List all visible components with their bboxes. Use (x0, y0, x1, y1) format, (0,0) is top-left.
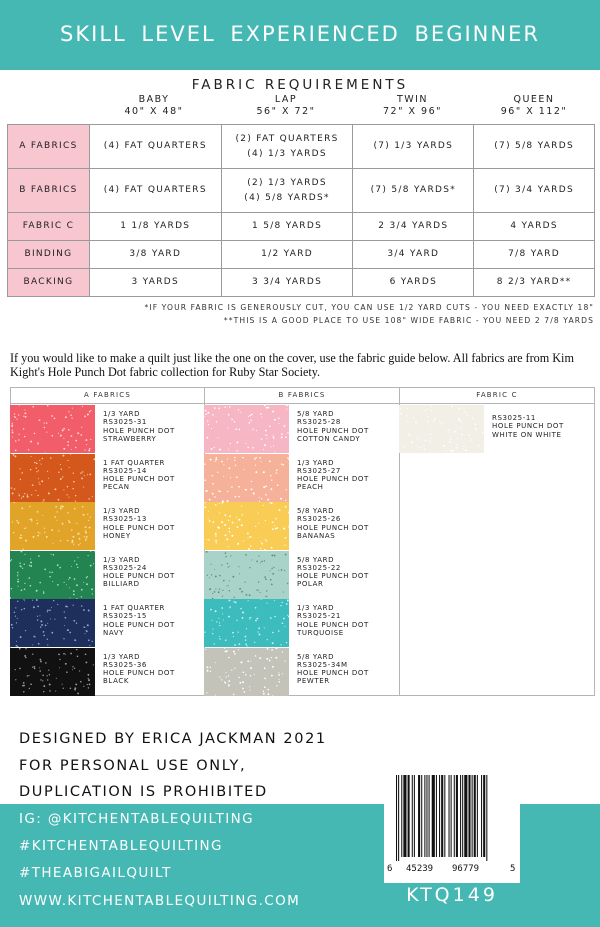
fabric-swatch-label (297, 410, 369, 443)
fabric-info-line: COTTON CANDY (297, 434, 361, 443)
size-heading-twin (352, 94, 473, 118)
table-cell: 3/4 YARD (353, 241, 474, 269)
fabric-info-line: BILLIARD (103, 580, 140, 589)
barcode-bar (441, 775, 443, 857)
dot-fabric-pattern-icon (204, 454, 289, 502)
dot-fabric-pattern-icon (10, 599, 95, 647)
fabric-info-line: RS3025-22 (297, 563, 341, 572)
cell-line: (7) 1/3 YARDS (373, 141, 454, 151)
table-cell: 1/2 YARD (221, 241, 353, 269)
fabric-info-line: 1/3 YARD (103, 555, 141, 564)
fabric-info-line: RS3025-14 (103, 466, 147, 475)
fabric-swatch-row (10, 551, 205, 599)
barcode-bar (464, 775, 467, 857)
size-name: BABY (138, 94, 170, 105)
size-dims: 40" X 48" (124, 106, 184, 117)
barcode-digit: 6 (387, 864, 393, 874)
barcode-digits: 96779 (452, 864, 480, 874)
fabric-swatch (204, 454, 289, 502)
size-name: TWIN (396, 94, 429, 105)
barcode-bar (429, 775, 430, 857)
barcode-bar (472, 775, 473, 857)
fabric-info-line: HOLE PUNCH DOT (103, 669, 175, 678)
cell-line: (7) 5/8 YARDS* (370, 185, 457, 195)
barcode-bar (421, 775, 422, 857)
dot-fabric-pattern-icon (399, 405, 484, 453)
fabric-swatch-label (297, 653, 369, 686)
fabric-info-line: RS3025-21 (297, 612, 341, 621)
fabric-swatch-row (10, 599, 205, 647)
barcode-bar (401, 775, 402, 857)
fabric-info-line: 1/3 YARD (103, 410, 141, 418)
size-heading-queen (473, 94, 595, 118)
dot-fabric-pattern-icon (10, 551, 95, 599)
table-cell: 6 YARDS (353, 269, 474, 297)
fabric-info-line: HOLE PUNCH DOT (297, 572, 369, 581)
barcode-digits: 45239 (406, 864, 434, 874)
fabric-swatch-row (10, 405, 205, 453)
fabric-swatch-row (204, 502, 400, 550)
size-dims: 72" X 96" (383, 106, 442, 117)
fabric-swatch-row (10, 648, 205, 696)
fabric-info-line: RS3025-31 (103, 418, 147, 427)
fabric-info-line: RS3025-27 (297, 466, 341, 475)
barcode-bar (449, 775, 450, 857)
fabric-swatch (10, 405, 95, 453)
size-dims: 96" X 112" (500, 106, 568, 117)
fabric-info-line: POLAR (297, 580, 324, 589)
fabric-requirements-title: FABRIC REQUIREMENTS (191, 77, 409, 93)
row-label: BACKING (8, 269, 90, 297)
table-row (8, 169, 595, 213)
cell-line: (4) 5/8 YARDS* (244, 192, 330, 203)
fabric-info-line: HOLE PUNCH DOT (492, 422, 564, 431)
barcode-bar (460, 775, 461, 857)
table-row (8, 213, 595, 241)
dot-fabric-pattern-icon (10, 648, 95, 696)
fabric-info-line: PEACH (297, 483, 324, 492)
instagram-handle: IG: @KITCHENTABLEQUILTING (19, 811, 254, 827)
barcode-bar (444, 775, 445, 857)
fabric-info-line: 1/3 YARD (103, 507, 141, 515)
fabric-info-line: PECAN (103, 483, 130, 492)
size-dims: 56" X 72" (256, 106, 316, 117)
table-cell (474, 169, 595, 213)
table-row (8, 269, 595, 297)
footnote-wide-backing: **THIS IS A GOOD PLACE TO USE 108" WIDE FABRIC - YOU NEED 2 7/8 YARDS (223, 316, 594, 325)
fabric-swatch-label (297, 604, 369, 637)
table-cell: 4 YARDS (474, 213, 595, 241)
table-cell: 3 3/4 YARDS (221, 269, 353, 297)
fabric-swatch-label (103, 507, 175, 540)
table-cell (353, 169, 474, 213)
fabric-swatch-row (204, 405, 400, 453)
barcode-bars-icon (396, 775, 508, 861)
barcode (384, 771, 520, 883)
table-cell (353, 125, 474, 169)
barcode-bar (396, 775, 397, 861)
fabric-guide (10, 387, 595, 696)
fabric-info-line: 1/3 YARD (297, 458, 335, 467)
barcode-bar (403, 775, 406, 857)
fabric-swatch-row (10, 502, 205, 550)
fabric-info-line: TURQUOISE (297, 628, 344, 637)
size-name: LAP (274, 94, 298, 105)
barcode-bar (408, 775, 410, 857)
fabric-info-line: 1/3 YARD (103, 652, 141, 661)
barcode-bar (451, 775, 452, 857)
fabric-swatch-label (103, 410, 175, 443)
size-heading-baby (88, 94, 220, 118)
size-name: QUEEN (513, 94, 555, 105)
fabric-info-line: HOLE PUNCH DOT (103, 475, 175, 484)
barcode-bar (456, 775, 458, 857)
column-header-fabric-c: FABRIC C (399, 387, 595, 404)
barcode-bar (412, 775, 413, 857)
table-cell: 3/8 YARD (89, 241, 221, 269)
personal-use-notice: FOR PERSONAL USE ONLY, (19, 758, 247, 774)
barcode-bar (398, 775, 399, 861)
fabric-info-line: 5/8 YARD (297, 652, 335, 661)
row-label: B FABRICS (8, 169, 90, 213)
hashtag-kitchen-table-quilting: #KITCHENTABLEQUILTING (19, 838, 223, 854)
barcode-bar (436, 775, 437, 857)
fabric-info-line: 5/8 YARD (297, 555, 335, 564)
fabric-requirements-table (7, 124, 595, 297)
fabric-info-line: HOLE PUNCH DOT (297, 426, 369, 435)
row-label: FABRIC C (8, 213, 90, 241)
barcode-bar (454, 775, 455, 857)
fabric-swatch-row (399, 405, 595, 453)
fabric-info-line: 1 FAT QUARTER (103, 458, 165, 467)
fabric-swatch (204, 551, 289, 599)
barcode-bar (468, 775, 470, 857)
barcode-bar (418, 775, 420, 857)
cell-line: (4) 1/3 YARDS (247, 148, 327, 159)
fabric-swatch (204, 599, 289, 647)
fabric-info-line: RS3025-24 (103, 563, 147, 572)
fabric-swatch (10, 502, 95, 550)
fabric-swatch-label (103, 556, 175, 589)
dot-fabric-pattern-icon (204, 648, 289, 696)
fabric-swatch (10, 599, 95, 647)
table-cell (474, 125, 595, 169)
website-url: WWW.KITCHENTABLEQUILTING.COM (19, 893, 301, 909)
dot-fabric-pattern-icon (204, 502, 289, 550)
row-label: A FABRICS (8, 125, 90, 169)
barcode-bar (432, 775, 435, 857)
fabric-swatch (204, 405, 289, 453)
barcode-bar (474, 775, 476, 857)
fabric-info-line: 5/8 YARD (297, 410, 335, 418)
fabric-info-line: HOLE PUNCH DOT (103, 426, 175, 435)
table-cell (221, 125, 353, 169)
fabric-info-line: HOLE PUNCH DOT (103, 523, 175, 532)
table-cell (89, 169, 221, 213)
fabric-info-line: 5/8 YARD (297, 507, 335, 515)
fabric-swatch-label (297, 459, 369, 492)
fabric-info-line: RS3025-28 (297, 418, 341, 427)
table-row (8, 125, 595, 169)
column-header-b-fabrics: B FABRICS (204, 387, 400, 404)
fabric-swatch-label (103, 604, 175, 637)
barcode-bar (414, 775, 415, 857)
fabric-info-line: RS3025-34M (297, 660, 348, 669)
fabric-info-line: 1/3 YARD (297, 604, 335, 612)
table-cell (89, 125, 221, 169)
fabric-swatch (204, 648, 289, 696)
cell-line: (4) FAT QUARTERS (103, 141, 207, 151)
cell-line: (2) FAT QUARTERS (235, 133, 339, 144)
footnote-half-yard: *IF YOUR FABRIC IS GENEROUSLY CUT, YOU CAN USE 1/2 YARD CUTS - YOU NEED EXACTLY 18" (144, 303, 594, 312)
cell-line: (2) 1/3 YARDS (247, 177, 327, 188)
fabric-swatch-row (204, 648, 400, 696)
table-cell: 8 2/3 YARD** (474, 269, 595, 297)
fabric-info-line: HOLE PUNCH DOT (297, 620, 369, 629)
fabric-info-line: HOLE PUNCH DOT (297, 523, 369, 532)
fabric-swatch-label (103, 459, 175, 492)
fabric-swatch (399, 405, 484, 453)
skill-level-title: SKILL LEVEL EXPERIENCED BEGINNER (60, 22, 540, 46)
fabric-info-line: NAVY (103, 628, 125, 637)
fabric-info-line: HOLE PUNCH DOT (297, 669, 369, 678)
table-row (8, 241, 595, 269)
barcode-bar (424, 775, 425, 857)
table-cell: 1 1/8 YARDS (89, 213, 221, 241)
pattern-sku: KTQ149 (406, 884, 498, 906)
fabric-swatch-row (204, 454, 400, 502)
fabric-swatch (10, 454, 95, 502)
barcode-bar (477, 775, 478, 857)
fabric-swatch-label (492, 414, 564, 439)
fabric-info-line: RS3025-13 (103, 515, 147, 524)
table-cell: 7/8 YARD (474, 241, 595, 269)
fabric-swatch (10, 551, 95, 599)
fabric-info-line: PEWTER (297, 677, 330, 686)
cell-line: (4) FAT QUARTERS (103, 185, 207, 195)
dot-fabric-pattern-icon (10, 405, 95, 453)
barcode-digit: 5 (510, 864, 516, 874)
barcode-bar (483, 775, 485, 857)
table-cell: 1 5/8 YARDS (221, 213, 353, 241)
fabric-info-line: HOLE PUNCH DOT (103, 572, 175, 581)
dot-fabric-pattern-icon (204, 599, 289, 647)
row-label: BINDING (8, 241, 90, 269)
cell-line: (7) 3/4 YARDS (494, 185, 574, 195)
fabric-info-line: RS3025-36 (103, 660, 147, 669)
barcode-bar (426, 775, 427, 857)
barcode-bar (439, 775, 440, 857)
fabric-swatch-row (204, 599, 400, 647)
fabric-swatch (204, 502, 289, 550)
column-header-a-fabrics: A FABRICS (10, 387, 205, 404)
table-cell (221, 169, 353, 213)
fabric-info-line: HOLE PUNCH DOT (297, 475, 369, 484)
fabric-info-line: WHITE ON WHITE (492, 430, 562, 439)
size-heading-lap (220, 94, 352, 118)
fabric-swatch-label (103, 653, 175, 686)
fabric-info-line: 1 FAT QUARTER (103, 604, 165, 612)
fabric-swatch-label (297, 507, 369, 540)
fabric-swatch-row (10, 454, 205, 502)
barcode-bar (462, 775, 463, 857)
fabric-info-line: RS3025-15 (103, 612, 147, 621)
fabric-swatch-row (204, 551, 400, 599)
fabric-info-line: BANANAS (297, 531, 336, 540)
table-cell: 3 YARDS (89, 269, 221, 297)
table-cell: 2 3/4 YARDS (353, 213, 474, 241)
fabric-guide-intro: If you would like to make a quilt just like the one on the cover, use the fabric guide below. All fabrics are from Kim Kight's Hole Punch Dot fabric collection for Ruby Star Society. (10, 351, 574, 379)
hashtag-abigail-quilt: #THEABIGAILQUILT (19, 865, 172, 881)
fabric-swatch (10, 648, 95, 696)
fabric-info-line: RS3025-26 (297, 515, 341, 524)
dot-fabric-pattern-icon (10, 502, 95, 550)
fabric-swatch-label (297, 556, 369, 589)
fabric-info-line: HOLE PUNCH DOT (103, 620, 175, 629)
cell-line: (7) 5/8 YARDS (494, 141, 574, 151)
duplication-notice: DUPLICATION IS PROHIBITED (19, 784, 268, 800)
designer-credit: DESIGNED BY ERICA JACKMAN 2021 (19, 731, 327, 747)
dot-fabric-pattern-icon (204, 551, 289, 599)
fabric-info-line: RS3025-11 (492, 414, 536, 422)
dot-fabric-pattern-icon (204, 405, 289, 453)
dot-fabric-pattern-icon (10, 454, 95, 502)
fabric-info-line: HONEY (103, 531, 131, 540)
barcode-bar (481, 775, 482, 857)
barcode-bar (486, 775, 487, 861)
fabric-info-line: BLACK (103, 677, 130, 686)
fabric-info-line: STRAWBERRY (103, 434, 157, 443)
